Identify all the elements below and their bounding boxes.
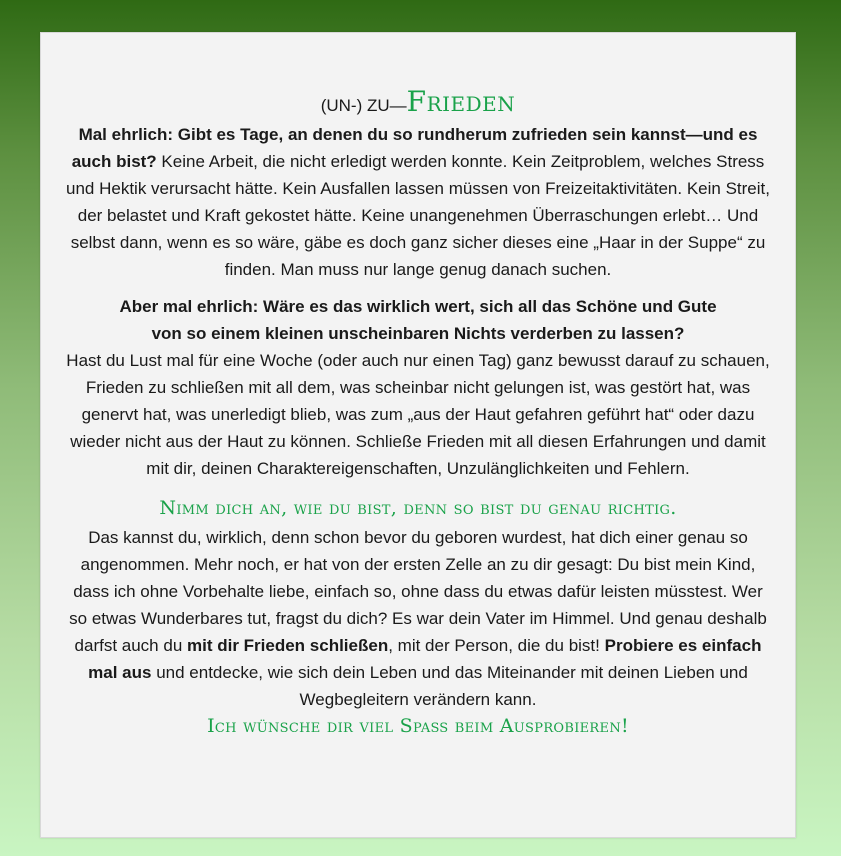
- paragraph-2-bold-line-1: Aber mal ehrlich: Wäre es das wirklich wert, sich all das Schöne und Gute: [119, 297, 717, 316]
- title-main: Frieden: [406, 85, 516, 118]
- paragraph-2: [65, 293, 771, 482]
- article-body: [65, 85, 771, 739]
- paragraph-3-text-2: , mit der Person, die du bist!: [388, 636, 605, 655]
- paragraph-2-text: Hast du Lust mal für eine Woche (oder auch nur einen Tag) ganz bewusst darauf zu schauen, Frieden zu schließen mit all dem, was scheinbar nicht gelungen ist, was gestört hat, was genervt hat, was unerledigt blieb, was zum „aus der Haut gefahren geführt hat“ oder dazu wieder nicht aus der Haut zu können. Schließe Frieden mit all diesen Erfahrungen und damit mit dir, deinen Charaktereigenschaften, Unzulänglichkeiten und Fehlern.: [66, 351, 770, 478]
- paragraph-3-text-1: Das kannst du, wirklich, denn schon bevor du geboren wurdest, hat dich einer genau so angenommen. Mehr noch, er hat von der ersten Zelle an zu dir gesagt: Du bist mein Kind, dass ich ohne Vorbehalte liebe, einfach so, ohne dass du etwas dafür leisten müsstest. Wer so etwas Wunderbares tut, fragst du dich? Es war dein Vater im Himmel. Und genau deshalb darfst auch du: [69, 528, 767, 655]
- text-card: [40, 32, 796, 838]
- paragraph-1-text: Keine Arbeit, die nicht erledigt werden konnte. Kein Zeitproblem, welches Stress und Hektik verursacht hätte. Kein Ausfallen lassen müssen von Freizeitaktivitäten. Kein Streit, der belastet und Kraft gekostet hätte. Keine unangenehmen Überraschungen erlebt… Und selbst dann, wenn es so wäre, gäbe es doch ganz sicher dieses eine „Haar in der Suppe“ zu finden. Man muss nur lange genug danach suchen.: [66, 152, 770, 279]
- paragraph-3: [65, 524, 771, 713]
- paragraph-1: [65, 121, 771, 283]
- paragraph-3-bold-2: Probiere es einfach mal aus: [88, 636, 762, 682]
- closing-line: Ich wünsche dir viel Spaß beim Ausprobieren!: [207, 715, 629, 737]
- paragraph-3-text-3: und entdecke, wie sich dein Leben und das Miteinander mit deinen Lieben und Wegbegleitern verändern kann.: [151, 663, 748, 709]
- paragraph-3-bold-1: mit dir Frieden schließen: [187, 636, 389, 655]
- paragraph-2-bold-line-2: von so einem kleinen unscheinbaren Nichts verderben zu lassen?: [151, 324, 685, 343]
- highlight-heading: Nimm dich an, wie du bist, denn so bist du genau richtig.: [159, 497, 677, 519]
- paragraph-1-bold-intro: Mal ehrlich: Gibt es Tage, an denen du so rundherum zufrieden sein kannst—und es auch bist?: [71, 125, 758, 171]
- page-title: [65, 85, 771, 123]
- title-prefix: (UN-) ZU—: [320, 96, 407, 115]
